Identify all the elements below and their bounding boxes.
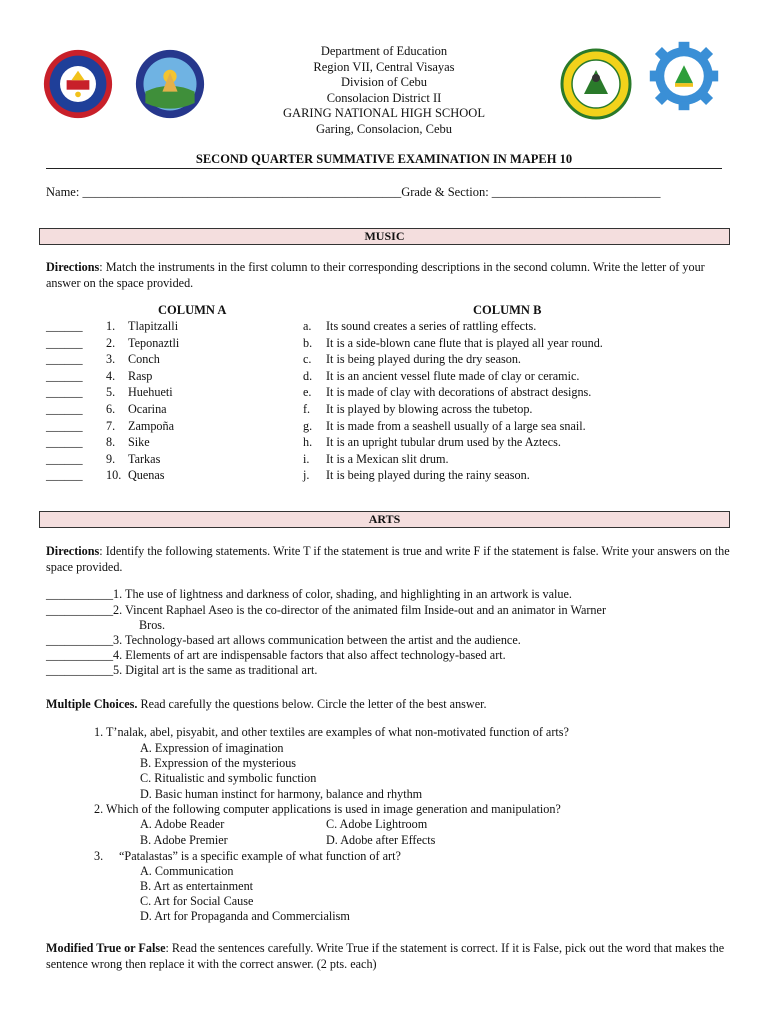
music-directions — [46, 260, 736, 291]
music-directions-label: Directions — [46, 260, 100, 274]
mc-q1-option-b: B. Expression of the mysterious — [140, 756, 297, 770]
header-line-3: Division of Cebu — [340, 75, 428, 89]
exam-title: SECOND QUARTER SUMMATIVE EXAMINATION IN MAPEH 10 — [195, 152, 573, 166]
tf-item-text: 2. Vincent Raphael Aseo is the co-director of the animated film Inside-out and an animator in Warner — [113, 603, 606, 617]
tf-item-2 — [46, 603, 746, 619]
matching-row — [46, 468, 746, 484]
answer-blank: ______ — [46, 468, 83, 483]
mc-q2-option-d: D. Adobe after Effects — [326, 833, 436, 847]
tf-blank: ___________ — [46, 648, 114, 662]
answer-blank: ______ — [46, 319, 83, 333]
matching-row — [46, 336, 746, 352]
item-number: 2. — [106, 335, 116, 350]
mc-q2-option-a: A. Adobe Reader — [140, 817, 225, 831]
description-letter: e. — [303, 385, 312, 400]
instrument-name: Rasp — [128, 368, 153, 383]
matching-row — [46, 369, 746, 385]
mc-question-2: 2. Which of the following computer applications is used in image generation and manipulation? — [94, 802, 561, 816]
instrument-description: It is being played during the rainy season. — [326, 468, 530, 483]
instrument-description: It is made from a seashell usually of a large sea snail. — [326, 418, 586, 433]
instrument-name: Tarkas — [128, 451, 161, 466]
description-letter: h. — [303, 435, 313, 450]
matching-row — [46, 352, 746, 368]
mc-q3-option-b: B. Art as entertainment — [140, 879, 254, 893]
header-line-2: Region VII, Central Visayas — [313, 59, 455, 74]
description-letter: c. — [303, 352, 312, 367]
instrument-name: Teponaztli — [128, 335, 180, 350]
mc-q2-option-b: B. Adobe Premier — [140, 833, 228, 847]
arts-directions-text: : Identify the following statements. Write T if the statement is true and write F if the statement is false. Write your answers on the space provided. — [46, 544, 730, 574]
arts-section-band: ARTS — [39, 511, 730, 528]
instrument-name: Tlapitzalli — [128, 319, 179, 333]
mc-label: Multiple Choices. — [46, 697, 138, 711]
mc-q3-option-a: A. Communication — [140, 864, 234, 878]
modified-tf-label: Modified True or False — [46, 941, 166, 955]
matching-row — [46, 419, 746, 435]
item-number: 9. — [106, 451, 116, 466]
answer-blank: ______ — [46, 418, 83, 433]
matching-row — [46, 319, 746, 335]
tf-item-text: 5. Digital art is the same as traditional art. — [113, 663, 318, 677]
mc-q1-option-d: D. Basic human instinct for harmony, balance and rhythm — [140, 787, 423, 801]
description-letter: b. — [303, 335, 313, 350]
item-number: 8. — [106, 435, 116, 450]
column-b-heading: COLUMN B — [473, 303, 542, 317]
header-line-6: Garing, Consolacion, Cebu — [315, 121, 453, 136]
instrument-name: Zampoña — [128, 418, 175, 433]
mc-text: Read carefully the questions below. Circle the letter of the best answer. — [137, 697, 487, 711]
instrument-description: It is an upright tubular drum used by the Aztecs. — [326, 435, 561, 450]
matching-row — [46, 402, 746, 418]
tf-item-3 — [46, 633, 746, 649]
mc-q3-number: 3. — [94, 849, 104, 863]
mc-question-3: “Patalastas” is a specific example of what function of art? — [119, 849, 401, 863]
item-number: 4. — [106, 368, 116, 383]
answer-blank: ______ — [46, 335, 83, 350]
answer-blank: ______ — [46, 402, 83, 416]
modified-tf-text: : Read the sentences carefully. Write True if the statement is correct. If it is False, pick out the word that makes the sentence wrong then replace it with the correct answer. (2 pts. each) — [46, 941, 725, 971]
tf-item-text: 4. Elements of art are indispensable factors that also affect technology-based art. — [113, 648, 506, 662]
tf-item-4 — [46, 648, 746, 664]
description-letter: d. — [303, 368, 313, 383]
instrument-name: Sike — [128, 435, 150, 450]
header-line-1: Department of Education — [320, 44, 448, 58]
tf-item-text: 1. The use of lightness and darkness of color, shading, and highlighting in an artwork is value. — [113, 587, 572, 601]
mc-q3-option-d: D. Art for Propaganda and Commercialism — [140, 909, 350, 923]
tf-blank: ___________ — [46, 587, 114, 601]
instrument-description: It is a Mexican slit drum. — [326, 451, 449, 466]
instrument-name: Huehueti — [128, 385, 173, 400]
name-grade-section-line: Name: ___________________________________________________Grade & Section: ___________________________ — [46, 185, 661, 199]
instrument-description: It is being played during the dry season. — [326, 352, 521, 367]
answer-blank: ______ — [46, 368, 83, 383]
music-section-band: MUSIC — [39, 228, 730, 245]
instrument-name: Quenas — [128, 468, 165, 483]
answer-blank: ______ — [46, 451, 83, 466]
matching-row — [46, 452, 746, 468]
mc-q1-option-c: C. Ritualistic and symbolic function — [140, 771, 317, 785]
description-letter: j. — [303, 468, 310, 483]
instrument-description: Its sound creates a series of rattling effects. — [326, 319, 537, 333]
matching-row — [46, 435, 746, 451]
instrument-name: Conch — [128, 352, 160, 367]
answer-blank: ______ — [46, 385, 83, 400]
tf-item-2-continued: Bros. — [139, 618, 166, 632]
tf-blank: ___________ — [46, 633, 114, 647]
description-letter: g. — [303, 418, 313, 433]
school-header — [0, 44, 768, 137]
modified-tf-instructions — [46, 941, 736, 972]
description-letter: a. — [303, 319, 312, 333]
matching-row — [46, 385, 746, 401]
arts-directions-label: Directions — [46, 544, 100, 558]
header-line-5: GARING NATIONAL HIGH SCHOOL — [283, 106, 485, 120]
instrument-description: It is an ancient vessel flute made of clay or ceramic. — [326, 368, 580, 383]
answer-blank: ______ — [46, 352, 83, 367]
instrument-description: It is played by blowing across the tubetop. — [326, 402, 533, 416]
title-rule — [46, 168, 722, 169]
mc-q1-option-a: A. Expression of imagination — [140, 741, 284, 755]
mc-instructions — [46, 697, 736, 713]
column-a-heading: COLUMN A — [158, 303, 227, 317]
header-line-4: Consolacion District II — [326, 90, 442, 105]
mc-question-1: 1. T’nalak, abel, pisyabit, and other textiles are examples of what non-motivated function of arts? — [94, 725, 569, 739]
instrument-name: Ocarina — [128, 402, 167, 416]
tf-blank: ___________ — [46, 603, 114, 617]
item-number: 10. — [106, 468, 122, 483]
item-number: 1. — [106, 319, 116, 333]
music-directions-text: : Match the instruments in the first column to their corresponding descriptions in the second column. Write the letter of your answer on the space provided. — [46, 260, 705, 290]
answer-blank: ______ — [46, 435, 83, 450]
mc-q3-option-c: C. Art for Social Cause — [140, 894, 254, 908]
arts-directions — [46, 544, 736, 575]
item-number: 5. — [106, 385, 116, 400]
description-letter: f. — [303, 402, 311, 416]
description-letter: i. — [303, 451, 310, 466]
tf-item-5 — [46, 663, 746, 679]
mc-q2-option-c: C. Adobe Lightroom — [326, 817, 428, 831]
tf-blank: ___________ — [46, 663, 114, 677]
tf-item-1 — [46, 587, 746, 603]
item-number: 6. — [106, 402, 116, 416]
item-number: 7. — [106, 418, 116, 433]
item-number: 3. — [106, 352, 116, 367]
instrument-description: It is made of clay with decorations of abstract designs. — [326, 385, 592, 400]
instrument-description: It is a side-blown cane flute that is played all year round. — [326, 335, 603, 350]
tf-item-text: 3. Technology-based art allows communication between the artist and the audience. — [113, 633, 521, 647]
